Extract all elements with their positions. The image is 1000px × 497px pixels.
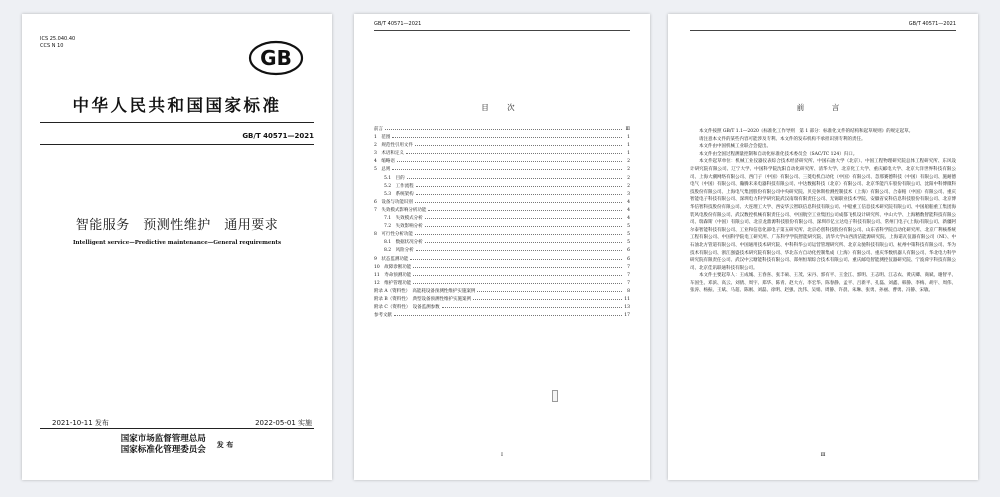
toc-entry-text: 11 寿命预测功能 [374,272,412,278]
toc-title: 目 次 [481,103,523,112]
toc-entry-page: 4 [627,207,630,213]
page-number: Ⅲ [820,452,826,458]
toc-entry[interactable] [374,288,630,296]
toc-leader-dots [392,134,622,138]
toc-entry-page: 6 [627,256,630,262]
toc-entry[interactable] [374,199,630,207]
toc-entry-text: 7.2 失效影响分析 [384,224,423,230]
toc-entry-page: 4 [627,216,630,222]
toc-entry-text: 9 状态监测功能 [374,256,409,262]
foreword-paragraph: 本文件起草单位：机械工业仪器仪表综合技术经济研究所、中国石油大学（北京）、中国工程物理研究院总体工程研究所、东风设计研究院有限公司、辽宁大学、中国科学院沈阳自动化研究所、清华大学、北京化工大学、重庆邮电大学、北京大洋世界科技有限公司、上海大潮网络有限公司、西门子（中国）有限公司、三菱电机自动化（中国）有限公司、忽那赛德科技（中国）有限公司、施耐德电气（中国）有限公司、瀚腾未来电器科技有限公司、中达数据科技（北京）有限公司、北京华能汽车股份有限公司、沈阳中科博微科技股份有限公司、上海电气集团股份有限公司中央研究院、贝克休斯检测控制技术（上海）有限公司、合泰帕（中国）有限公司、重庆智能电子科技有限公司、深圳电力科学研究院武汉南瑞有限责任公司、无锡职业技术学院、安徽省安科信息科技股份有限公司、北京博华信智科技股份有限公司、大连理工大学、西安华云智联信息科技有限公司、中船重工信息技术研究院有限公司、中国船舶重工集团海装风电股份有限公司、武汉数控机械有限责任公司、中国航空工业集团公司成都飞机设计研究所、中山大学、上海精数智能科技有限公司、瑞森斯（中国）有限公司、北京龙鼎源科技股份有限公司、深圳市亿立达电子科技有限公司、常州门电子(上海)有限公司、新疆阿尔泰智能科技有限公司、工业和信息化部电子第五研究所、北京必创科技股份有限公司、山东省科学院自动化研究所、北京广利核系统工程有限公司、中国科学院电工研究所、广东科学学院智能研究院、清华大学山西清洁能源研究院、上海诺瓦仪器有限公司（NI）、中石油北方管道有限公司、中国通用技术研究院、中科科华公司运营管理研究所、北京众驰科技有限公司、杭州中策科技有限公司、华为技术有限公司、浙江强盛技术研究院有限公司、华北东方自动化控制集成（上海）有限公司、重庆华数机器人有限公司、华北电力科学研究院有限责任公司、武汉中云塘能科技有限公司、郑州恒瑞综合技术有限公司、重庆邮电智能测控仪器研究院、宁波舜宇科技有限公司、北京佳讯联通科技有限公司。 [690,159,956,271]
toc-entry-text: 3 术语和定义 [374,151,404,157]
toc-entry[interactable] [374,264,630,272]
foreword-title: 前 言 [796,103,850,112]
standard-code: GB/T 40571—2021 [242,132,314,140]
foreword-paragraph: 请注意本文件的某些内容可能涉及专利。本文件的发布机构不承担识别专利的责任。 [699,136,866,142]
national-standard-title: 中华人民共和国国家标准 [72,96,282,115]
toc-entry-text: 附录 A（资料性） 高能耗设备预测性维护实施案例 [374,288,476,294]
toc-entry[interactable] [374,215,630,223]
publish-label: 发 布 [216,440,234,449]
toc-entry-text: 2 规范性引用文件 [374,143,413,149]
toc-leader-dots [415,199,622,203]
toc-entry-page: 11 [624,296,630,302]
toc-entry-text: 10 故障诊断功能 [374,264,412,270]
toc-leader-dots [428,207,622,211]
toc-entry[interactable] [374,312,630,320]
toc-leader-dots [415,231,622,235]
toc-entry-page: 5 [627,224,630,230]
toc-entry-page: 7 [627,264,630,270]
toc-entry-page: 6 [627,248,630,254]
toc-entry[interactable] [374,191,630,199]
cover-english-title: Intelligent service—Predictive maintenance—General requirements [72,240,282,246]
toc-entry[interactable] [374,256,630,264]
toc-entry-text: 6 设备与功能识别 [374,199,413,205]
toc-entry-page: 5 [627,232,630,238]
toc-entry-page: 1 [627,143,630,149]
foreword-page [668,14,978,480]
toc-entry-text: 参考文献 [374,313,392,319]
toc-entry-text: 8.2 风险分析 [384,248,414,254]
release-date: 2021-10-11 发布 [52,419,109,427]
toc-leader-dots [425,223,622,227]
toc-entry-page: 2 [627,175,630,181]
toc-entry-page: 13 [624,305,630,311]
logo-text: GB [260,46,292,70]
ccs-code: CCS N 10 [40,43,64,49]
toc-leader-dots [407,175,622,179]
toc-entry[interactable] [374,134,630,142]
foreword-body [690,128,956,295]
toc-entry-text: 5.3 系统架构 [384,191,414,197]
toc-entry-text: 7 失效模式影响分析功能 [374,207,427,213]
toc-entry-text: 5.1 目的 [384,175,405,181]
header-rule [374,30,630,31]
issuer-org-1: 国家市场监督管理总局 [120,434,206,444]
toc-entry-text: 前言 [374,127,383,132]
toc-entry[interactable] [374,304,630,312]
toc-entry-page: 7 [627,280,630,286]
toc-entry[interactable] [374,223,630,231]
toc-entry-text: 附录 C（资料性） 设备监测参数 [374,305,440,311]
toc-entry-page: 8 [627,288,630,294]
running-head: GB/T 40571—2021 [908,21,956,27]
page-number: I [501,452,503,458]
toc-leader-dots [413,280,622,284]
toc-leader-dots [425,215,622,219]
toc-entry[interactable] [374,150,630,158]
toc-entry-text: 8 可行性分析功能 [374,232,413,238]
toc-entry-page: 1 [627,135,630,141]
toc-leader-dots [415,142,622,146]
code-rule [40,144,314,145]
cover-page [22,14,332,480]
toc-list [374,126,630,320]
toc-entry[interactable] [374,166,630,174]
toc-entry-page: 17 [624,313,630,319]
toc-leader-dots [410,256,622,260]
toc-leader-dots [413,264,622,268]
toc-entry-page: 4 [627,199,630,205]
toc-leader-dots [473,296,622,300]
toc-entry-page: 2 [627,159,630,165]
issuer-block [22,434,332,456]
toc-entry-text: 附录 B（资料性） 典型设备预测性维护实施案例 [374,296,471,302]
toc-entry[interactable] [374,280,630,288]
toc-entry[interactable] [374,296,630,304]
toc-entry-page: Ⅲ [625,127,630,132]
foreword-paragraph: 本文件主要起草人：王成城、王春喜、张丰硕、王茂、宋丹、郭有平、王金江、郭明、王志明、江志农、黄庆卿、商斌、谢智平、车国生、邓滨、高云、刘倩、周宇、郑华、陈青、赵大方、李宏华、陈春静、孟平、吕新平、孔磊、刘鑫、韩静、李梅、胡宇、周伟、张涛、杨振、王斌、马超、陈刚、刘磊、徐明、赵强、沈伟、吴娟、周静、许晨、朱琳、张勇、孙丽、曹勇、冯静、宋敏。 [690,273,956,294]
toc-entry-text: 12 维护管理功能 [374,280,412,286]
toc-entry[interactable] [374,126,630,134]
toc-leader-dots [416,183,622,187]
ics-code: ICS 25.040.40 [40,36,76,42]
date-rule [40,428,314,429]
toc-leader-dots [416,191,622,195]
toc-entry-text: 4 缩略语 [374,159,395,165]
toc-entry[interactable] [374,207,630,215]
toc-entry-text: 7.1 失效模式分析 [384,216,423,222]
toc-leader-dots [416,247,622,251]
toc-leader-dots [442,304,622,308]
toc-entry-text: 5.2 工作流程 [384,183,414,189]
toc-entry[interactable] [374,239,630,247]
toc-leader-dots [394,312,622,316]
toc-entry[interactable] [374,231,630,239]
toc-page [354,14,650,480]
implement-date: 2022-05-01 实施 [255,419,312,427]
foreword-paragraph: 本文件按照 GB/T 1.1—2020《标准化工作导则 第 1 部分：标准化文件的结构和起草规则》的规定起草。 [699,129,914,134]
toc-entry[interactable] [374,158,630,166]
running-head: GB/T 40571—2021 [374,21,422,27]
toc-entry-page: 7 [627,272,630,278]
toc-entry-text: 5 总则 [374,167,391,173]
toc-leader-dots [425,239,622,243]
toc-leader-dots [392,166,622,170]
toc-entry-text: 1 范围 [374,135,391,141]
toc-entry-page: 2 [627,183,630,189]
toc-entry-page: 3 [627,191,630,197]
toc-entry[interactable] [374,183,630,191]
toc-leader-dots [406,150,622,154]
foreword-paragraph: 本文件由中国机械工业联合会提出。 [699,144,771,150]
toc-leader-dots [397,158,622,162]
toc-entry[interactable] [374,175,630,183]
cover-chinese-title: 智能服务 预测性维护 通用要求 [75,218,279,233]
toc-entry[interactable] [374,142,630,150]
toc-entry-page: 1 [627,151,630,157]
toc-entry-page: 5 [627,240,630,246]
toc-entry[interactable] [374,272,630,280]
toc-entry-text: 8.1 数据状况分析 [384,240,423,246]
toc-leader-dots [477,288,622,292]
page-cursor-marker [552,390,558,402]
classification-codes [40,36,75,50]
foreword-paragraph: 本文件由全国过程测量控制和自动化标准化技术委员会（SAC/TC 124）归口。 [699,151,858,157]
title-rule-thick [40,122,314,123]
issuer-org-2: 国家标准化管理委员会 [120,445,206,455]
toc-leader-dots [385,126,622,130]
header-rule [690,30,956,31]
toc-entry[interactable] [374,247,630,255]
toc-entry-page: 2 [627,167,630,173]
toc-leader-dots [413,272,622,276]
gb-logo-icon [248,40,304,76]
